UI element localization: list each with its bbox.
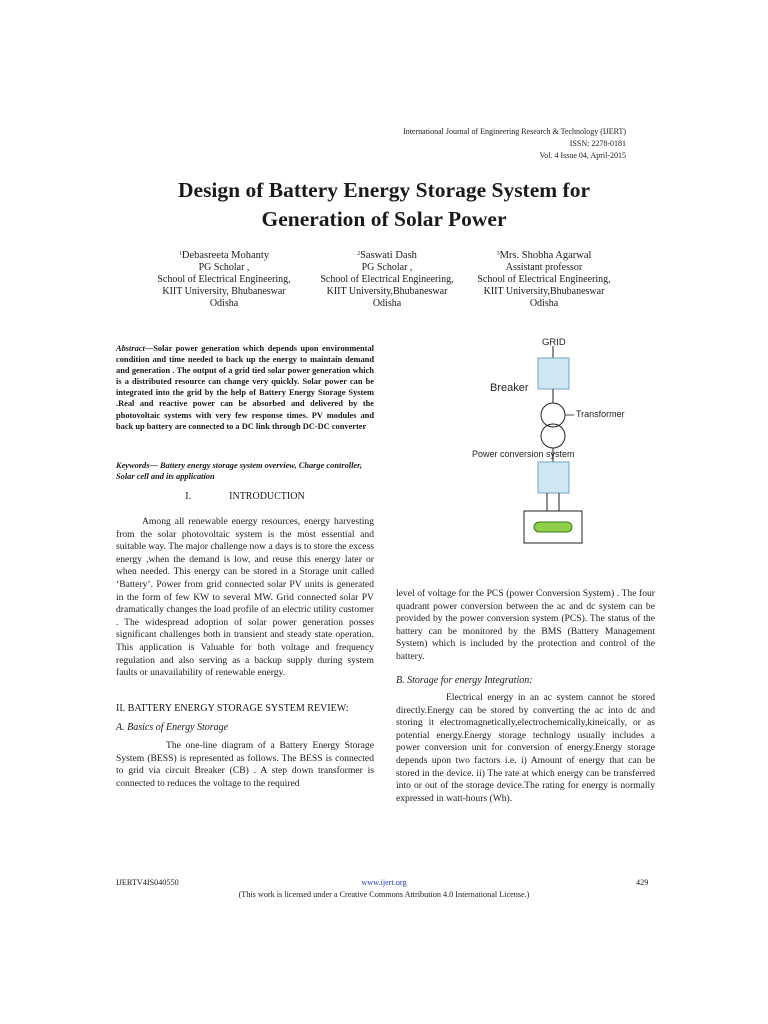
journal-header xyxy=(403,126,626,162)
paper-title xyxy=(0,176,768,234)
abstract xyxy=(116,343,374,432)
breaker-label: Breaker xyxy=(490,382,529,394)
transformer-secondary-coil xyxy=(541,424,565,448)
right-column-body xyxy=(396,588,655,664)
keywords-text: — Battery energy storage system overview, Charge controller, Solar cell and its application xyxy=(116,461,363,482)
author-2-role: PG Scholar , xyxy=(361,262,413,273)
author-2-index: 2 xyxy=(357,251,361,257)
keywords-label: Keywords xyxy=(116,461,150,470)
subsection-b-paragraph: Electrical energy in an ac system cannot be stored directly.Energy can be stored by converting the ac into dc and storing it electromagnetically,electrochemically,kineically, or as potential energy.Energy storage technlogy usually includes a power conversion unit for conversion of energy.Energy storage depends upon two factors i.e. i) Amount of energy that can be stored in the device. ii) The rate at which energy can be transferred into or out of the storage device.The rating for energy is normally expressed in watt-hours (Wh). xyxy=(396,692,655,804)
abstract-text: —Solar power generation which depends upon environmental condition and time needed to back up the energy to maintain demand and generation . The output of a grid tied solar power generation which is a distributed resource can change very quickly. Solar power can be integrated into the grid by the help of Battery Energy Storage System .Real and reactive power can be absorbed and delivered by the photovoltaic systems with very few response times. PV modules and back up battery are connected to a DC link through DC-DC converter xyxy=(116,344,374,431)
subsection-a-heading: A. Basics of Energy Storage xyxy=(116,722,229,733)
author-1-name: Debasreeta Mohanty xyxy=(181,250,270,261)
bess-diagram xyxy=(460,334,640,554)
journal-volume: Vol. 4 Issue 04, April-2015 xyxy=(539,151,626,160)
subsection-a-paragraph: The one-line diagram of a Battery Energy Storage System (BESS) is represented as follows. The BESS is connected to grid via circuit Breaker (CB) . A step down transformer is connected to reduces the voltage to the required xyxy=(116,740,374,789)
battery-cell xyxy=(534,522,572,532)
footer-url[interactable]: www.ijert.org xyxy=(361,878,407,887)
section-1-heading xyxy=(116,491,374,502)
author-3-dept: School of Electrical Engineering, xyxy=(477,274,611,285)
author-3-name: Mrs. Shobha Agarwal xyxy=(499,250,592,261)
journal-name: International Journal of Engineering Research & Technology (IJERT) xyxy=(403,127,626,136)
author-3-role: Assistant professor xyxy=(505,262,583,273)
transformer-label: Transformer xyxy=(576,409,625,419)
paper-title-line-2: Generation of Solar Power xyxy=(261,207,507,231)
paper-title-line-1: Design of Battery Energy Storage System for xyxy=(178,178,590,202)
subsection-b-body xyxy=(396,692,655,805)
abstract-label: Abstract xyxy=(116,344,145,353)
breaker-box xyxy=(538,358,569,389)
pcs-label: Power conversion system xyxy=(472,449,575,459)
author-3 xyxy=(464,250,624,310)
author-1-index: 1 xyxy=(178,251,182,257)
subsection-b-heading: B. Storage for energy Integration: xyxy=(396,675,533,686)
continued-paragraph: level of voltage for the PCS (power Conversion System) . The four quadrant power conversion between the ac and dc system can be provided by the power conversion system (PCS). The status of the battery can be monitored by the BMS (Battery Management System) which is included by the protection and control of the battery. xyxy=(396,588,655,662)
author-2-name: Saswati Dash xyxy=(360,250,417,261)
grid-label: GRID xyxy=(542,337,566,348)
author-2 xyxy=(306,250,468,310)
author-3-state: Odisha xyxy=(529,298,559,309)
author-2-dept: School of Electrical Engineering, xyxy=(320,274,454,285)
author-1 xyxy=(140,250,308,310)
footer-license: (This work is licensed under a Creative Commons Attribution 4.0 International License.) xyxy=(238,890,530,899)
pcs-box xyxy=(538,462,569,493)
section-1-body xyxy=(116,516,374,680)
section-1-paragraph: Among all renewable energy resources, energy harvesting from the solar photovoltaic system is the most essential and suitable way. The major challenge now a days is to store the excess energy ,when the demand is low, and reuse this energy later or when needed. This energy can be stored in a Storage unit called ‘Battery’. Power from grid connected solar PV units is generated in the form of few KW to several MW. Grid connected solar PV dramatically changes the load profile of an electric utility customer . The widespread adoption of solar power generation posses significant challenges both in transient and steady state operation. This application is Valuable for both voltage and frequency regulation and also serving as a backup supply during system faults or unavailability of renewable energy. xyxy=(116,516,374,679)
author-3-index: 3 xyxy=(496,251,500,257)
subsection-a-body xyxy=(116,740,374,790)
author-1-state: Odisha xyxy=(209,298,239,309)
author-1-role: PG Scholar , xyxy=(198,262,250,273)
author-2-univ: KIIT University,Bhubaneswar xyxy=(326,286,448,297)
journal-issn: ISSN: 2278-0181 xyxy=(569,139,626,148)
footer-paper-id: IJERTV4IS040550 xyxy=(116,878,179,887)
author-1-dept: School of Electrical Engineering, xyxy=(157,274,291,285)
section-2-heading: II. BATTERY ENERGY STORAGE SYSTEM REVIEW: xyxy=(116,703,349,714)
footer-page-number: 429 xyxy=(636,878,649,887)
keywords xyxy=(116,460,374,482)
author-3-univ: KIIT University,Bhubaneswar xyxy=(483,286,605,297)
section-1-title: INTRODUCTION xyxy=(229,491,305,502)
transformer-primary-coil xyxy=(541,403,565,427)
author-1-univ: KIIT University, Bhubaneswar xyxy=(162,286,286,297)
author-2-state: Odisha xyxy=(372,298,402,309)
section-1-number: I. xyxy=(185,491,192,502)
